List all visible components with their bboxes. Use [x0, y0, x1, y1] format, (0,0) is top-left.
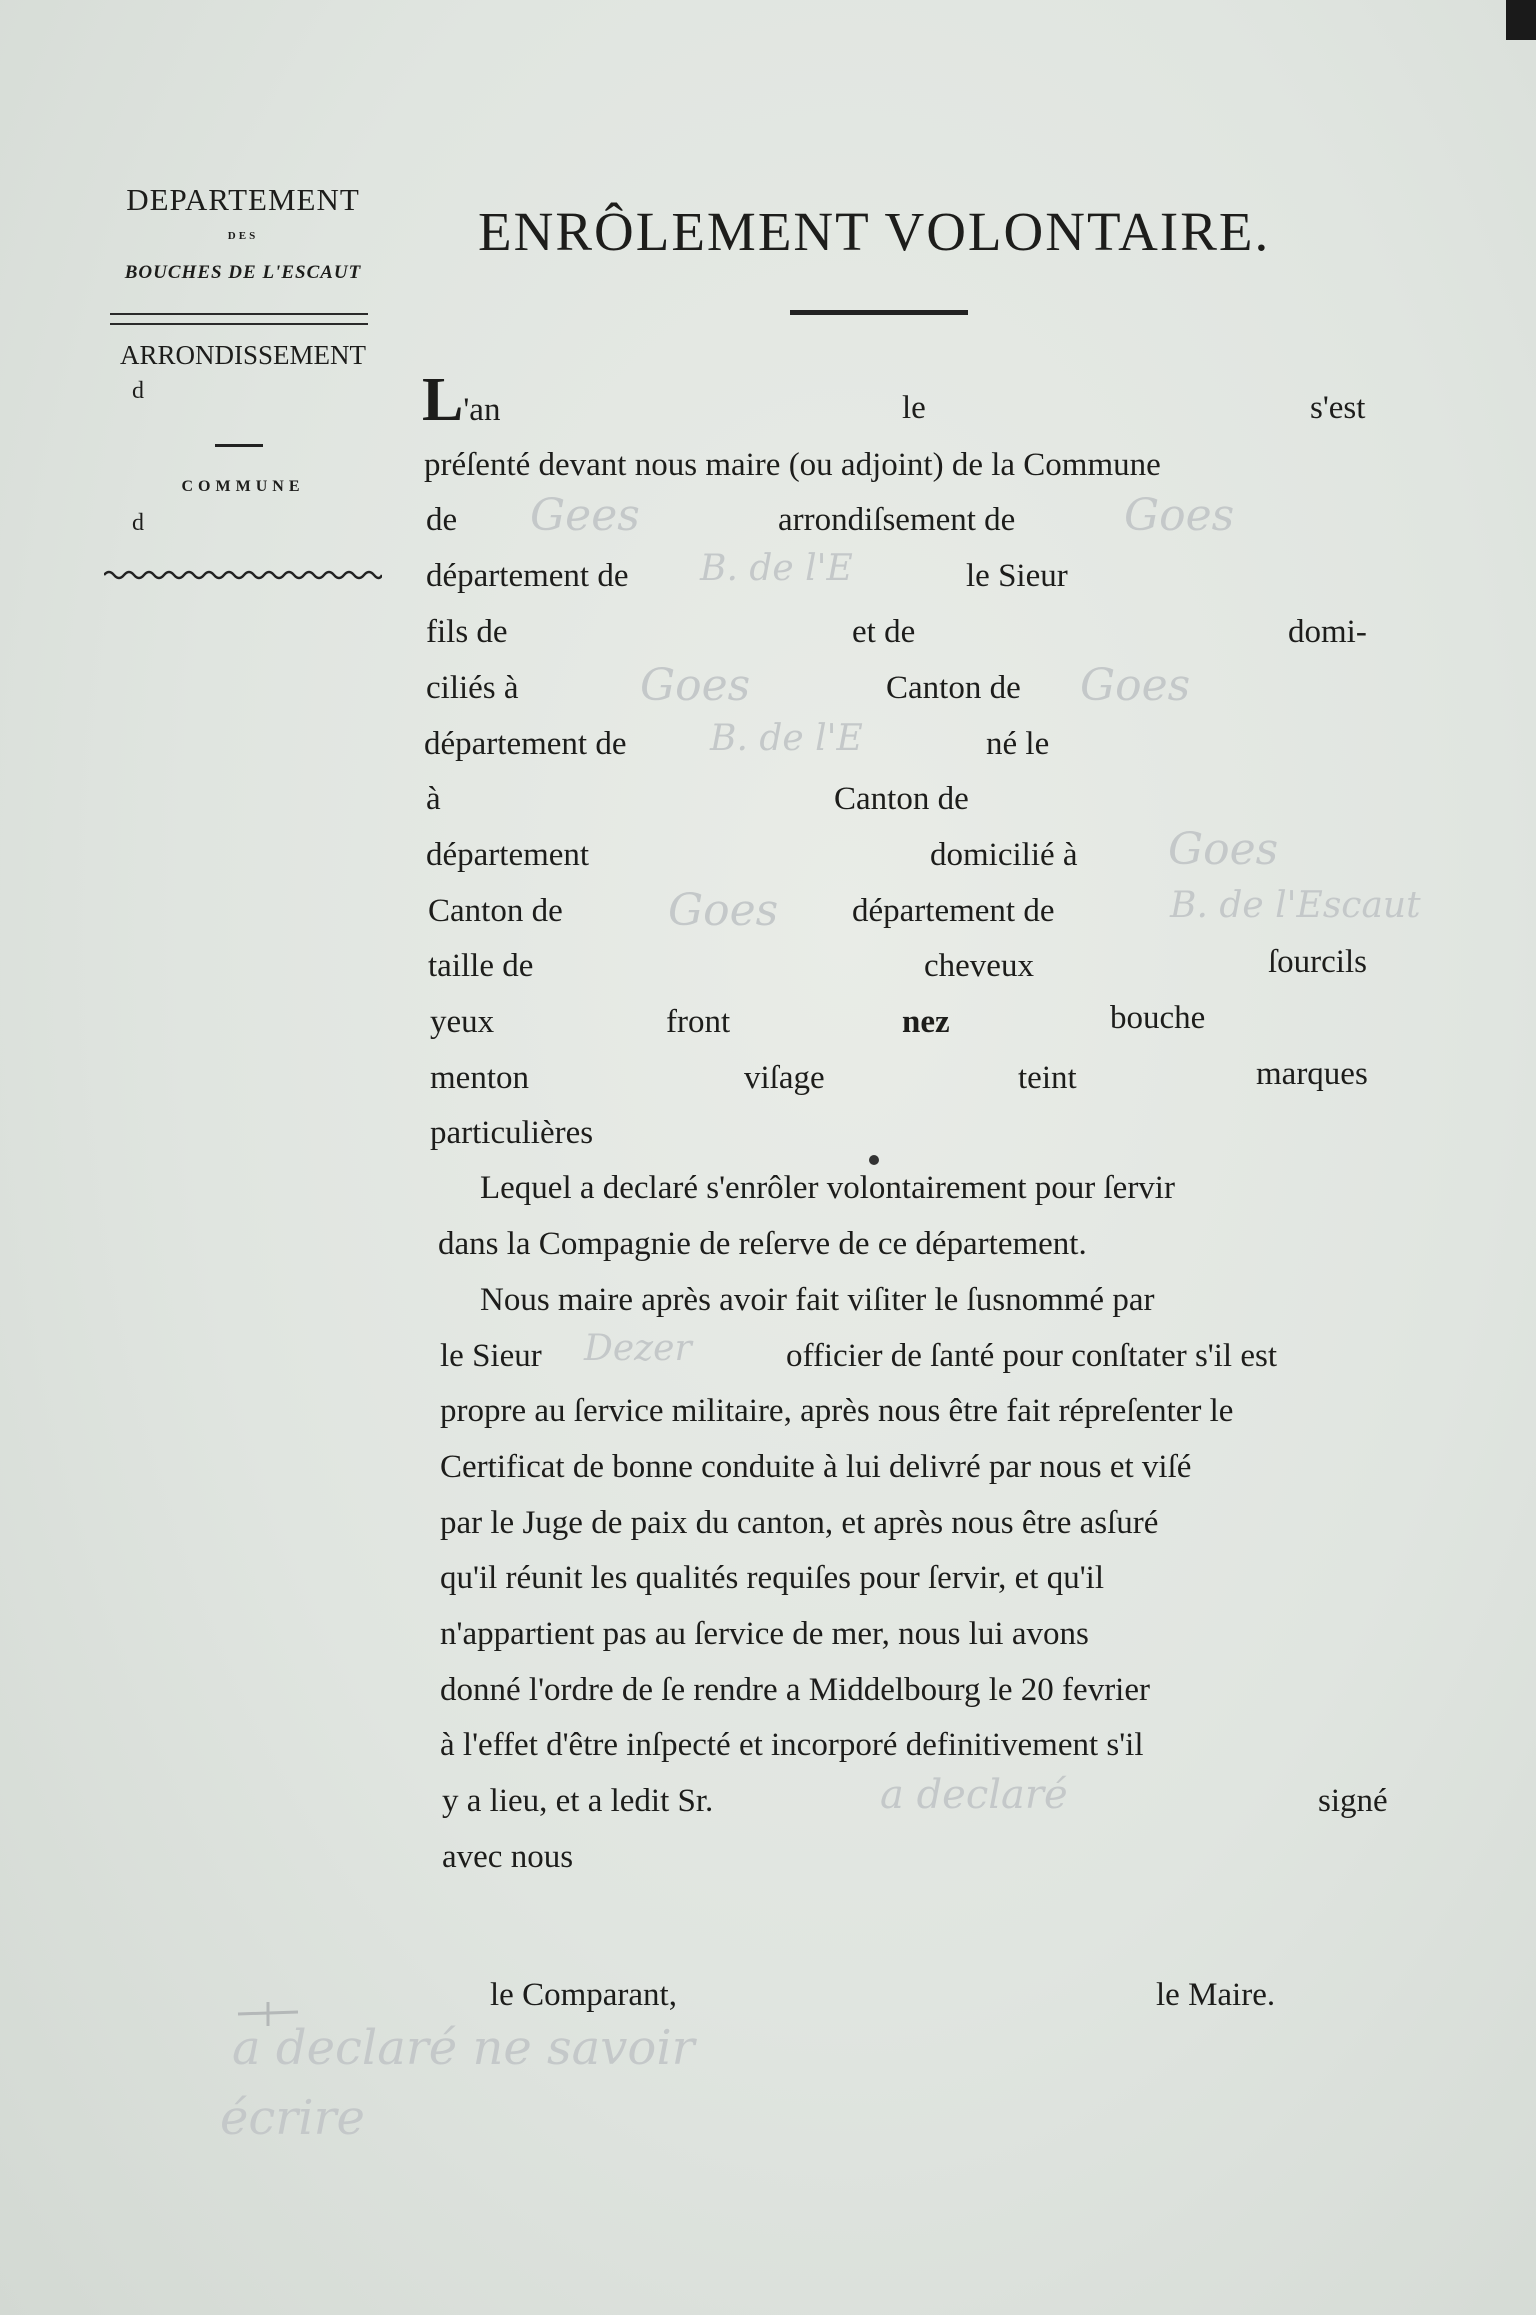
body-line-7: par le Juge de paix du canton, et après nous être asſuré — [440, 1505, 1159, 1541]
handwritten-departement: B. de l'E — [700, 548, 853, 589]
handwritten-departement-3: B. de l'Escaut — [1170, 885, 1421, 926]
maire-signature-label: le Maire. — [1156, 1977, 1276, 2013]
body-line-11: à l'effet d'être inſpecté et incorporé definitivement s'il — [440, 1727, 1144, 1763]
arrondissement-label: ARRONDISSEMENT — [119, 340, 367, 370]
nez-label: nez — [902, 1004, 950, 1040]
de-label: de — [426, 502, 458, 538]
departement-label: département — [426, 837, 590, 873]
handwritten-canton: Goes — [1080, 660, 1191, 711]
canton-de-label: Canton de — [886, 670, 1021, 706]
domicilie-a-label: domicilié à — [930, 837, 1078, 873]
departement-de-label: département de — [426, 558, 629, 594]
signe-label: signé — [1318, 1783, 1388, 1819]
body-line-3: Nous maire après avoir fait viſiter le ſusnommé par — [480, 1282, 1155, 1318]
domi-label: domi- — [1288, 614, 1367, 650]
body-line-13: avec nous — [442, 1839, 574, 1875]
handwritten-declare: a declaré — [880, 1772, 1068, 1818]
taille-de-label: taille de — [428, 948, 534, 984]
comparant-signature-label: le Comparant, — [490, 1977, 677, 2013]
le-label: le — [902, 390, 926, 426]
body-line-6: Certificat de bonne conduite à lui delivré par nous et viſé — [440, 1449, 1192, 1485]
body-line-12: y a lieu, et a ledit Sr. — [442, 1783, 714, 1819]
commune-d-label: d — [132, 510, 144, 536]
body-line-5: propre au ſervice militaire, après nous être fait répreſenter le — [440, 1393, 1234, 1429]
ne-le-label: né le — [986, 726, 1050, 762]
bouche-label: bouche — [1110, 1000, 1206, 1036]
departement-de-label-3: département de — [852, 893, 1055, 929]
canton-de-label-3: Canton de — [428, 893, 563, 929]
handwritten-departement-2: B. de l'E — [710, 718, 863, 759]
handwritten-arrondissement: Goes — [1124, 490, 1235, 541]
canton-de-label-2: Canton de — [834, 781, 969, 817]
bouches-de-l-escaut-label: BOUCHES DE L'ESCAUT — [124, 262, 362, 283]
cheveux-label: cheveux — [924, 948, 1034, 984]
visage-label: viſage — [744, 1060, 825, 1096]
presente-line: préſenté devant nous maire (ou adjoint) de la Commune — [424, 447, 1161, 483]
drop-cap-l: L — [422, 366, 464, 434]
ink-dot — [869, 1155, 879, 1165]
document-title: ENRÔLEMENT VOLONTAIRE. — [478, 201, 1271, 262]
et-de-label: et de — [852, 614, 916, 650]
particulieres-label: particulières — [430, 1115, 594, 1151]
body-line-4-start: le Sieur — [440, 1338, 542, 1374]
body-line-1: Lequel a declaré s'enrôler volontairement pour ſervir — [480, 1170, 1175, 1206]
handwritten-note-2: écrire — [220, 2090, 365, 2146]
fils-de-label: fils de — [426, 614, 508, 650]
arrondissement-d-label: d — [132, 378, 144, 404]
sest-label: s'est — [1310, 390, 1366, 426]
menton-label: menton — [430, 1060, 529, 1096]
le-sieur-label: le Sieur — [966, 558, 1068, 594]
handwritten-note-1: a declaré ne savoir — [232, 2020, 695, 2076]
teint-label: teint — [1018, 1060, 1077, 1096]
body-line-9: n'appartient pas au ſervice de mer, nous lui avons — [440, 1616, 1089, 1652]
departement-de-label-2: département de — [424, 726, 627, 762]
handwritten-canton-3: Goes — [668, 885, 779, 936]
arrondissement-de-label: arrondiſsement de — [778, 502, 1016, 538]
cilies-a-label: ciliés à — [426, 670, 519, 706]
handwritten-cilies: Goes — [640, 660, 751, 711]
departement-label: DEPARTEMENT — [126, 182, 360, 217]
handwritten-commune: Gees — [530, 490, 640, 541]
body-line-2: dans la Compagnie de reſerve de ce département. — [438, 1226, 1087, 1262]
body-line-10: donné l'ordre de ſe rendre a Middelbourg le 20 fevrier — [440, 1672, 1150, 1708]
body-line-4-end: officier de ſanté pour conſtater s'il est — [786, 1338, 1277, 1374]
handwritten-sieur: Dezer — [584, 1328, 692, 1369]
commune-label: COMMUNE — [181, 478, 305, 495]
body-line-8: qu'il réunit les qualités requiſes pour ſervir, et qu'il — [440, 1560, 1104, 1596]
yeux-label: yeux — [430, 1004, 495, 1040]
des-label: DES — [227, 230, 259, 242]
handwritten-domicilie: Goes — [1168, 824, 1279, 875]
front-label: front — [666, 1004, 731, 1040]
lan-rest: 'an — [463, 392, 501, 428]
a-label: à — [426, 781, 441, 817]
sourcils-label: ſourcils — [1268, 944, 1367, 980]
marques-label: marques — [1256, 1056, 1368, 1092]
